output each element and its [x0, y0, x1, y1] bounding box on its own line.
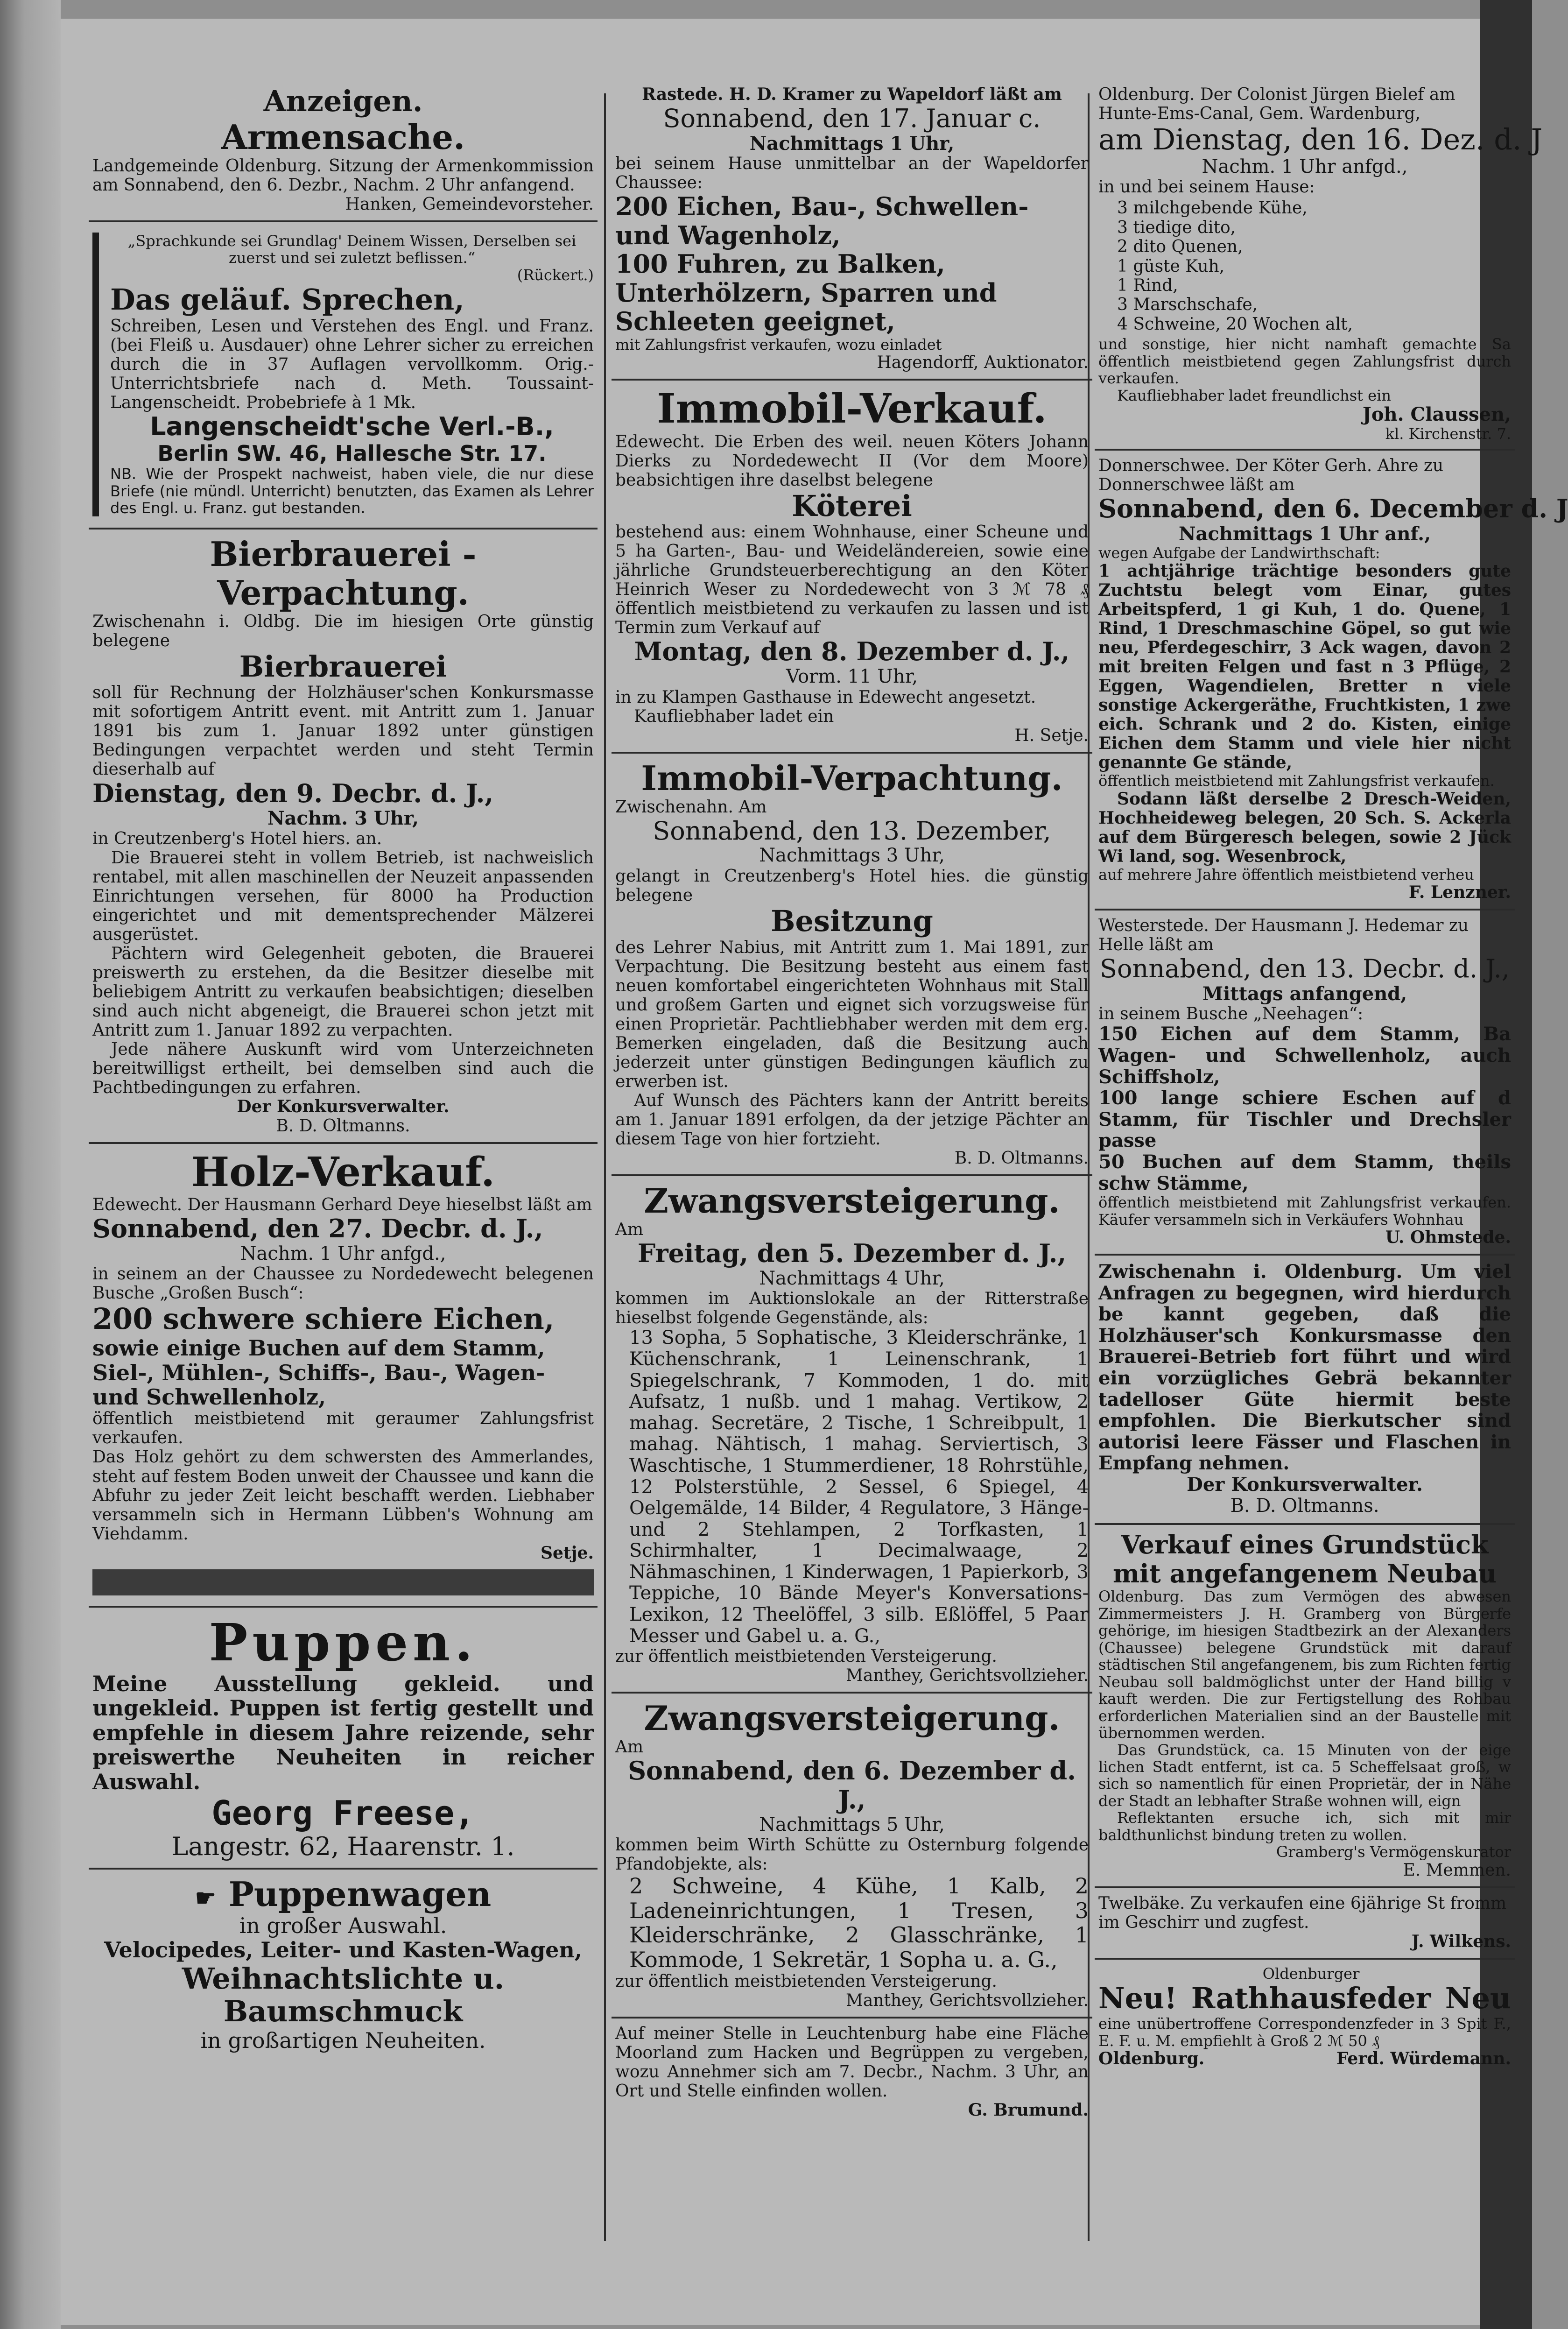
ad-highlight: Sodann läßt derselbe 2 Dresch-Weiden, Hochheideweg belegen, 20 Sch. S. Ackerla auf dem Bürgeresch belegen, sowie 2 Jück Wi land, sog. Wesenbrock, — [1098, 789, 1511, 866]
ad-text: bestehend aus: einem Wohnhause, einer Scheune und 5 ha Garten-, Bau- und Weideländereien, sowie eine jährliche Grundsteuerberechtigung an den Köter Heinrich Weser zu Nordedewecht von 3 ℳ 78 ₰ öffentlich meistbietend zu verkaufen zu lassen und ist Termin zum Verkauf auf — [615, 522, 1089, 638]
ad-text: Westerstede. Der Hausmann J. Hedemar zu Helle läßt am — [1098, 916, 1469, 955]
ad-highlight: 100 lange schiere Eschen auf d Stamm, für Tischler und Drechsler passe — [1098, 1087, 1511, 1152]
ad-signature: Der Konkursverwalter. — [1187, 1474, 1423, 1496]
shop-address: Langestr. 62, Haarenstr. 1. — [171, 1832, 515, 1862]
ad-rastede — [612, 79, 1092, 381]
ad-text: Auf meiner Stelle in Leuchtenburg habe eine Fläche Moorland zum Hacken und Begrüppen zu vergeben, wozu Annehmer sich am 7. Decbr., Nachm. 3 Uhr, an Ort und Stelle einfinden wollen. — [615, 2024, 1089, 2101]
ad-subtitle: Bierbrauerei — [239, 649, 447, 684]
ad-signature: B. D. Oltmanns. — [1230, 1495, 1379, 1517]
section-header: Anzeigen. — [263, 84, 423, 118]
ad-time: Nachm. 3 Uhr, — [267, 807, 419, 830]
ad-text: Edewecht. Der Hausmann Gerhard Deye hieselbst läßt am — [92, 1195, 592, 1215]
book-binding — [0, 0, 61, 2329]
ad-signature: J. Wilkens. — [1411, 1931, 1511, 1951]
ad-time: Vorm. 11 Uhr, — [786, 666, 918, 687]
ad-signature: E. Memmen. — [1403, 1860, 1511, 1880]
ad-header-row — [1098, 1965, 1511, 2015]
ad-text: gelangt in Creutzenberg's Hotel hies. die günstig belegene — [615, 866, 1089, 905]
ad-date: Freitag, den 5. Dezember d. J., — [637, 1238, 1067, 1269]
ad-text: Kaufliebhaber ladet freundlichst ein — [1117, 386, 1391, 404]
ad-date: Sonnabend, den 6. Dezember d. J., — [628, 1756, 1076, 1814]
ad-text: Das Holz gehört zu dem schwersten des Ammerlandes, steht auf festem Boden unweit der Chaussee und kann die Abfuhr zu jeder Zeit leicht beschafft werden. Liebhaber versammeln sich in Hermann Lübben's Wohnung am Viehdamm. — [92, 1447, 594, 1544]
ad-title: Bierbrauerei - Verpachtung. — [210, 534, 477, 613]
ad-signature: U. Ohmstede. — [1385, 1228, 1511, 1248]
ad-text: zur öffentlich meistbietenden Versteigerung. — [615, 1647, 997, 1666]
ad-text: Am — [615, 1220, 644, 1240]
ad-date: Dienstag, den 9. Decbr. d. J., — [92, 778, 494, 808]
ad-subtitle: Köterei — [792, 488, 912, 523]
ad-date: Sonnabend, den 13. Dezember, — [653, 816, 1051, 846]
quote-text: „Sprachkunde sei Grundlag' Deinem Wissen, Derselben sei zuerst und sei zuletzt beflissen.“ — [127, 232, 577, 267]
ad-text: Jede nähere Auskunft wird vom Unterzeichneten bereitwilligst ertheilt, bei demselben sind auch die Pachtbedingungen zu erfahren. — [92, 1040, 594, 1098]
list-item: 3 Marschschafe, — [1117, 295, 1258, 315]
ad-text: Oldenburg. Das zum Vermögen des abwesen Zimmermeisters J. H. Gramberg von Bürgerfe gehörige, im hiesigen Stadtbezirk an der Alexanders (Chaussee) belegene Grundstück mit darauf städtischen Stil angefangenem, bis zum Richten fertig Neubau soll baldmöglichst unter der Hand billig v kauft werden. Die zur Fertigstellung des Rohbau erforderlichen Materialien sind an der Baustelle mit übernommen werden. — [1098, 1588, 1511, 1742]
ad-highlight: sowie einige Buchen auf dem Stamm, Siel-, Mühlen-, Schiffs-, Bau-, Wagen- und Schwellenholz, — [92, 1335, 545, 1410]
ad-text: in seinem an der Chaussee zu Nordedewecht belegenen Busche „Großen Busch“: — [92, 1264, 594, 1303]
ad-signature: Manthey, Gerichtsvollzieher. — [846, 1666, 1089, 1686]
ad-text: Edewecht. Die Erben des weil. neuen Köters Johann Dierks zu Nordedewecht II (Vor dem Moore) beabsichtigen ihre daselbst belegene — [615, 432, 1089, 490]
ad-text: Meine Ausstellung gekleid. und ungekleid. Puppen ist fertig gestellt und empfehle in diesem Jahre reizende, sehr preiswerthe Neuheiten in reicher Auswahl. — [92, 1671, 594, 1794]
ad-title — [92, 1875, 594, 1913]
ad-signature: Setje. — [541, 1543, 594, 1563]
firm-address: Berlin SW. 46, Hallesche Str. 17. — [157, 440, 547, 466]
ad-highlight: 150 Eichen auf dem Stamm, Ba Wagen- und Schwellenholz, auch Schiffsholz, — [1098, 1023, 1511, 1088]
ad-text: Rastede. H. D. Kramer zu Wapeldorf läßt am — [642, 85, 1062, 104]
column-1 — [89, 79, 598, 2283]
ad-title: Armensache. — [221, 117, 465, 157]
ad-time: Nachm. 1 Uhr anfgd., — [1202, 155, 1408, 177]
ad-title: Holz-Verkauf. — [191, 1149, 495, 1196]
ad-text: Zwischenahn. Am — [615, 797, 767, 817]
ad-signature: Manthey, Gerichtsvollzieher. — [846, 1990, 1089, 2010]
ad-time: Nachmittags 1 Uhr, — [749, 132, 955, 155]
list-item: 1 güste Kuh, — [1117, 256, 1225, 276]
ad-text: eine unübertroffene Correspondenzfeder in 3 Spit F., E. F. u. M. empfiehlt à Groß 2 ℳ 50 ₰ — [1098, 2015, 1511, 2050]
ad-signature: Hanken, Gemeindevorsteher. — [345, 194, 594, 214]
item-list: 13 Sopha, 5 Sophatische, 3 Kleiderschränke, 1 Küchenschrank, 1 Leinenschrank, 1 Spiegelschrank, 7 Kommoden, 1 do. mit Aufsatz, 1 nußb. und 1 mahag. Vertikow, 2 mahag. Secretäre, 2 Tische, 1 Schreibpult, 1 mahag. Nähtisch, 1 mahag. Serviertisch, 3 Waschtische, 1 Stummerdiener, 18 Rohrstühle, 12 Polsterstühle, 2 Sessel, 6 Spiegel, 4 Oelgemälde, 14 Bilder, 4 Regulatore, 3 Hänge- und 2 Stehlampen, 2 Torfkasten, 1 Schirmhalter, 1 Decimalwaage, 2 Nähmaschinen, 1 Kinderwagen, 1 Papierkorb, 3 Teppiche, 10 Bände Meyer's Konversations-Lexikon, 12 Theelöffel, 3 silb. Eßlöffel, 5 Paar Messer und Gabel u. a. G., — [629, 1327, 1089, 1647]
ad-signature: kl. Kirchenstr. 7. — [1385, 424, 1511, 443]
list-item: 4 Schweine, 20 Wochen alt, — [1117, 314, 1353, 334]
ad-claussen — [1095, 79, 1543, 451]
ad-westerstede — [1095, 910, 1515, 1256]
ad-title-group — [1191, 1965, 1431, 2015]
ad-city: Oldenburg. — [1098, 2049, 1205, 2069]
ad-text: kommen beim Wirth Schütte zu Osternburg folgende Pfandobjekte, als: — [615, 1835, 1089, 1874]
ad-text: Die Brauerei steht in vollem Betrieb, ist nachweislich rentabel, mit allen maschinellen der Neuzeit anpassenden Einrichtungen versehen, für 8000 ha Production eingerichtet und mit dementsprechender Mälzerei ausgerüstet. — [92, 848, 594, 944]
ad-text: Kaufliebhaber ladet ein — [634, 706, 834, 726]
ad-text: bei seinem Hause unmittelbar an der Wapeldorfer Chaussee: — [615, 154, 1089, 193]
ad-title: Zwangsversteigerung. — [644, 1698, 1060, 1738]
ad-title: Immobil-Verpachtung. — [641, 758, 1063, 798]
ad-text: Schreiben, Lesen und Verstehen des Engl. und Franz. (bei Fleiß u. Ausdauer) ohne Lehrer sicher zu erreichen durch die in 37 Auflagen vervollkomm. Orig.-Unterrichtsbriefe nach d. Meth. Toussaint-Langenscheidt. Probebriefe à 1 Mk. — [110, 316, 594, 413]
ad-date: Sonnabend, den 17. Januar c. — [663, 104, 1041, 134]
ad-date: Montag, den 8. Dezember d. J., — [634, 636, 1070, 667]
ad-text: in seinem Busche „Neehagen“: — [1098, 1004, 1364, 1024]
ad-title: Puppen. — [209, 1612, 478, 1673]
ad-date: Sonnabend, den 13. Decbr. d. J., — [1100, 954, 1510, 984]
ad-grundstueck — [1095, 1525, 1515, 1888]
ad-text: Am — [615, 1737, 644, 1757]
ad-highlight: 100 Fuhren, zu Balken, Unterhölzern, Sparren und Schleeten geeignet, — [615, 249, 997, 337]
ad-footer-row — [1098, 2049, 1511, 2068]
ad-text: und sonstige, hier nicht namhaft gemachte Sa öffentlich meistbietend gegen Zahlungsfrist durch verkaufen. — [1098, 335, 1511, 388]
ad-title: Das geläuf. Sprechen, — [110, 282, 464, 317]
ad-zwangsversteigerung-2 — [612, 1694, 1092, 2018]
ad-date: Sonnabend, den 6. December d. J — [1098, 494, 1568, 524]
ad-text: kommen im Auktionslokale an der Ritterstraße hieselbst folgende Gegenstände, als: — [615, 1289, 1089, 1328]
quote-block — [92, 233, 594, 517]
ad-immobil-verkauf — [612, 381, 1092, 753]
item-list: 2 Schweine, 4 Kühe, 1 Kalb, 2 Ladeneinrichtungen, 1 Tresen, 3 Kleiderschränke, 2 Glasschränke, 1 Kommode, 1 Sekretär, 1 Sopha u. a. G., — [629, 1873, 1089, 1972]
ad-armensache — [89, 79, 598, 222]
ad-text: Donnerschwee. Der Köter Gerh. Ahre zu Donnerschwee läßt am — [1098, 456, 1444, 495]
ad-text: mit Zahlungsfrist verkaufen, wozu einladet — [615, 335, 942, 353]
ad-rathausfeder — [1095, 1960, 1515, 2075]
ad-twelbaeke — [1095, 1888, 1515, 1960]
ad-badge: Neu — [1445, 1981, 1511, 2016]
ad-time: Nachm. 1 Uhr anfgd., — [240, 1242, 446, 1264]
ad-zwischenahn — [1095, 1256, 1515, 1525]
ad-signature: G. Brumund. — [968, 2100, 1089, 2120]
dark-bar — [92, 1569, 594, 1595]
ad-text: Landgemeinde Oldenburg. Sitzung der Armenkommission am Sonnabend, den 6. Dezbr., Nachm. 2 Uhr anfangend. — [92, 156, 594, 195]
ad-text: öffentlich meistbietend mit Zahlungsfrist verkaufen. Käufer versammeln sich in Verkäufers Wohnhau — [1098, 1193, 1511, 1228]
pointing-hand-icon: ☛ — [195, 1884, 217, 1912]
list-item: 2 dito Quenen, — [1117, 237, 1243, 257]
ad-text: Zwischenahn i. Oldbg. Die im hiesigen Orte günstig belegene — [92, 612, 594, 650]
firm-name: Langenscheidt'sche Verl.-B., — [150, 412, 554, 442]
ad-time: Nachmittags 1 Uhr anf., — [1178, 522, 1431, 545]
ad-text: wegen Aufgabe der Landwirthschaft: — [1098, 544, 1380, 562]
quote-author: (Rückert.) — [517, 266, 594, 284]
ad-subtitle: Besitzung — [771, 904, 933, 938]
list-item: 3 milchgebende Kühe, — [1117, 198, 1308, 218]
ad-text: soll für Rechnung der Holzhäuser'schen Konkursmasse mit sofortigem Antritt event. mit Antritt zum 1. Januar 1891 bis zum 1. Januar 1892 unter günstigen Bedingungen verpachtet werden und steht Termin dieserhalb auf — [92, 683, 594, 779]
ad-time: Nachmittags 3 Uhr, — [759, 845, 945, 867]
ad-highlight: 1 achtjährige trächtige besonders gute Zuchtstu belegt vom Einar, gutes Arbeitspferd, 1 gi Kuh, 1 do. Quene, 1 Rind, 1 Dreschmaschine Göpel, so gut wie neu, Pferdegeschirr, 3 Ack wagen, davon 2 mit breiten Felgen und fast n 3 Pflüge, 2 Eggen, Wagendielen, Bretter n viele sonstige Ackergeräthe, Fruchtkisten, 1 zwe eich. Schrank und 2 do. Kisten, einige Eichen dem Stamm und viele hier nicht genannte Ge stände, — [1098, 561, 1511, 773]
ad-text: Zwischenahn i. Oldenburg. Um viel Anfragen zu begegnen, wird hierdurch be kannt gegeben, daß die Holzhäuser'sch Konkursmasse den Brauerei-Betrieb fort führt und wird ein vorzügliches Gebrä bekannter tadelloser Güte hiermit beste empfohlen. Die Bierkutscher sind autorisi leere Fässer und Flaschen in Empfang nehmen. — [1098, 1261, 1511, 1475]
ad-title: Rathhausfeder — [1191, 1981, 1431, 2016]
ad-moorland — [612, 2018, 1092, 2126]
ad-donnerschwee — [1095, 451, 1568, 910]
shop-name: Georg Freese, — [211, 1793, 475, 1833]
column-rule — [604, 93, 606, 2241]
ad-text: in Creutzenberg's Hotel hiers. an. — [92, 829, 382, 848]
ad-text: Das Grundstück, ca. 15 Minuten von der eige lichen Stadt entfernt, ist ca. 5 Scheffelsaat groß, w sich so namentlich für einen Proprietär, der in Nähe der Stadt an lebhafter Straße wohnen will, eign — [1098, 1741, 1511, 1810]
ad-text: in zu Klampen Gasthause in Edewecht angesetzt. — [615, 687, 1036, 707]
ad-note: NB. Wie der Prospekt nachweist, haben viele, die nur diese Briefe (nie mündl. Unterricht) benutzten, das Examen als Lehrer des Engl. u. Franz. gut bestanden. — [110, 465, 594, 517]
ad-signature: Ferd. Würdemann. — [1336, 2049, 1511, 2069]
ad-text: zur öffentlich meistbietenden Versteigerung. — [615, 1971, 997, 1991]
ad-signature: F. Lenzner. — [1408, 882, 1511, 903]
ad-immobil-verpachtung — [612, 754, 1092, 1176]
ad-text: Auf Wunsch des Pächters kann der Antritt bereits am 1. Januar 1891 erfolgen, da der jetzige Pächter an diesem Tage von hier fortzieht. — [615, 1091, 1089, 1149]
ad-signature: Hagendorff, Auktionator. — [877, 353, 1089, 373]
ad-signature: B. D. Oltmanns. — [276, 1116, 410, 1136]
ad-text: Twelbäke. Zu verkaufen eine 6jährige St fromm im Geschirr und zugfest. — [1098, 1893, 1507, 1932]
ad-title: Zwangsversteigerung. — [644, 1181, 1060, 1221]
ad-text: in großartigen Neuheiten. — [200, 2028, 486, 2054]
ad-text: öffentlich meistbietend mit geraumer Zahlungsfrist verkaufen. — [92, 1409, 594, 1448]
column-2 — [612, 79, 1092, 2283]
ad-text: in und bei seinem Hause: — [1098, 177, 1315, 197]
ad-title: Verkauf eines Grundstück — [1121, 1530, 1489, 1560]
ad-text: in großer Auswahl. — [239, 1913, 447, 1938]
ad-signature: Der Konkursverwalter. — [237, 1097, 450, 1117]
ad-bierbrauerei — [89, 529, 598, 1144]
ad-title: mit angefangenem Neubau — [1113, 1558, 1497, 1588]
ad-date: Sonnabend, den 27. Decbr. d. J., — [92, 1214, 543, 1244]
column-3 — [1095, 79, 1568, 2283]
ad-holz-verkauf — [89, 1144, 598, 1608]
ad-signature: Joh. Claussen, — [1362, 403, 1511, 425]
ad-title-text: Puppenwagen — [228, 1874, 492, 1914]
ad-signature: B. D. Oltmanns. — [954, 1149, 1089, 1168]
list-item: 3 tiedige dito, — [1117, 218, 1236, 237]
ad-text: Gramberg's Vermögenskurator — [1276, 1843, 1511, 1861]
ad-puppenwagen — [89, 1870, 598, 2060]
ad-text: Velocipedes, Leiter- und Kasten-Wagen, — [104, 1937, 582, 1963]
ad-highlight: 200 schwere schiere Eichen, — [92, 1302, 555, 1336]
ad-title: Immobil-Verkauf. — [657, 385, 1047, 433]
ad-text: des Lehrer Nabius, mit Antritt zum 1. Mai 1891, zur Verpachtung. Die Besitzung besteht aus einem fast neuen komfortabel eingerichteten Wohnhaus mit Stall und großem Garten und eignet sich vorzugsweise für einen Proprietär. Pachtliebhaber werden mit dem erg. Bemerken eingeladen, daß die Besitzung auch jederzeit unter günstigen Bedingungen käuflich zu erwerben ist. — [615, 938, 1089, 1091]
ad-puppen — [89, 1608, 598, 1870]
ad-date: am Dienstag, den 16. Dez. d. J — [1098, 122, 1543, 157]
ad-langenscheidt — [89, 222, 598, 530]
ad-highlight: Weihnachtslichte u. Baumschmuck — [182, 1961, 505, 2029]
ad-badge: Neu! — [1098, 1981, 1177, 2016]
ad-signature: H. Setje. — [1014, 726, 1089, 745]
ad-text: auf mehrere Jahre öffentlich meistbietend verheu — [1098, 865, 1474, 883]
ad-subtitle: Oldenburger — [1262, 1964, 1360, 1983]
ad-text: Oldenburg. Der Colonist Jürgen Bielef am Hunte-Ems-Canal, Gem. Wardenburg, — [1098, 85, 1455, 124]
list-item: 1 Rind, — [1117, 275, 1178, 295]
ad-zwangsversteigerung-1 — [612, 1176, 1092, 1694]
ad-time: Nachmittags 4 Uhr, — [759, 1267, 945, 1289]
ad-time: Mittags anfangend, — [1202, 982, 1407, 1005]
ad-time: Nachmittags 5 Uhr, — [759, 1814, 945, 1835]
ad-text: öffentlich meistbietend mit Zahlungsfrist verkaufen. — [1098, 772, 1495, 790]
ad-highlight: 50 Buchen auf dem Stamm, theils schw Stämme, — [1098, 1150, 1511, 1194]
ad-text: Reflektanten ersuche ich, sich mit mir baldthunlichst bindung treten zu wollen. — [1098, 1809, 1511, 1844]
ad-highlight: 200 Eichen, Bau-, Schwellen- und Wagenholz, — [615, 191, 1029, 250]
ad-text: Pächtern wird Gelegenheit geboten, die Brauerei preiswerth zu erstehen, da die Besitzer dieselbe mit beliebigem Antritt zu verkaufen beabsichtigen; dieselben sind auch nicht abgeneigt, die Brauerei schon jetzt mit Antritt zum 1. Januar 1892 zu verpachten. — [92, 944, 594, 1040]
item-list — [1117, 198, 1511, 334]
